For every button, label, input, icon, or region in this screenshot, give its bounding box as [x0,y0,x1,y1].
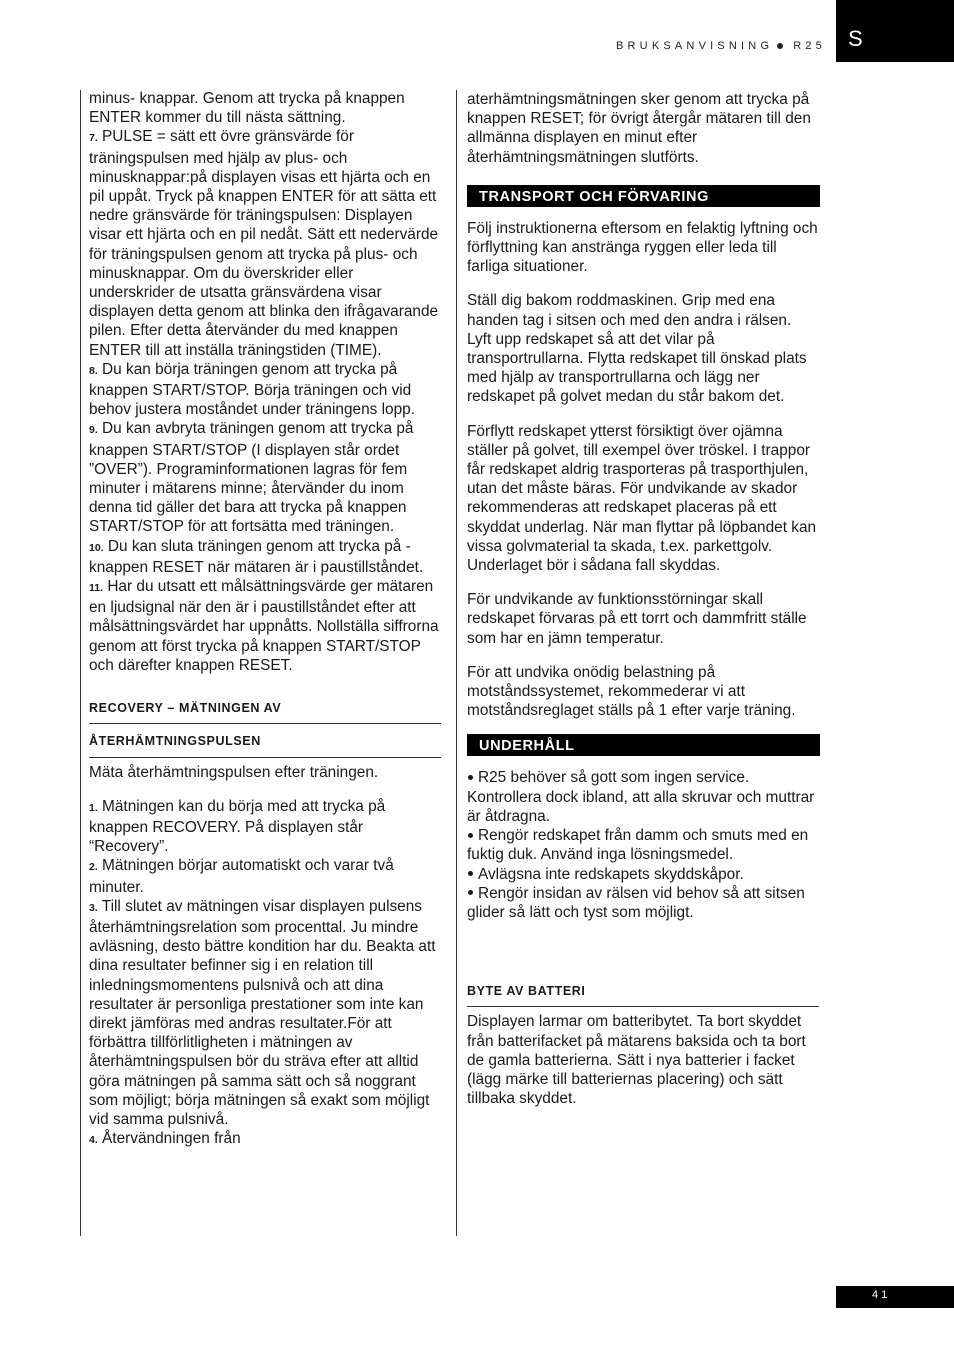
recovery-step-1 [89,797,441,857]
bullet-text: Rengör redskapet från damm och smuts med en fuktig duk. Använd inga lösningsmedel. [467,827,809,864]
paragraph: Följ instruktionerna eftersom en felaktig lyftning och förflyttning kan anstränga ryggen eller leda till farliga situationer. [467,219,818,276]
left-column-rule [80,90,81,1236]
step-number: 8. [89,364,98,377]
bullet-item [467,826,819,864]
paragraph: Ställ dig bakom roddmaskinen. Grip med ena handen tag i sitsen och med den andra i rälsen. Lyft upp redskapet så att det vilar på transportrullarna. Flytta redskapet till önskad plats med hjälp av transportrullarna och lägg ner redskapet på golvet medan du står bakom det. [467,292,807,406]
paragraph: Displayen larmar om batteribytet. Ta bort skyddet från batterifacket på mätarens baksida och ta bort de gamla batterierna. Sätt i nya batterier i facket (lägg märke till batteriernas placering) och sätt tillbaka skyddet. [467,1013,806,1108]
section-heading-battery: BYTE AV BATTERI [467,982,819,1007]
bullet-dot-icon [777,43,783,49]
paragraph: aterhämtningsmätningen sker genom att trycka på knappen RESET; för övrigt återgår mätaren till den allmänna displayen en minut efter återhämtningsmätningen slutförts. [467,91,811,166]
paragraph: För att undvika onödig belastning på motståndssystemet, rekommederar vi att motståndsreglaget ställs på 1 efter varje träning. [467,663,796,720]
model-label: R25 [793,40,826,52]
step-text: Har du utsatt ett målsättningsvärde ger mätaren en ljudsignal när den är i paustillståndet efter att målsättningsvärdet har uppnåtts. Nollställa siffrorna genom att först trycka på knappen START/STOP och därefter knappen RESET. [89,578,439,674]
step-text: Mätningen börjar automatiskt och varar två minuter. [89,857,394,896]
bullet-icon [468,775,473,780]
running-header [616,40,826,52]
paragraph: För undvikande av funktionsstörningar skall redskapet förvaras på ett torrt och dammfritt ställe som har en jämn temperatur. [467,591,807,647]
step-number: 4. [89,1134,98,1147]
paragraph: Mäta återhämtningspulsen efter träningen. [89,763,379,781]
section-heading-recovery-pulse: ÅTERHÄMTNINGSPULSEN [89,732,441,757]
paragraph: Förflytt redskapet ytterst försiktigt över ojämna ställer på golvet, till exempel över tröskel. I trappor får redskapet aldrig trasporteras på trasporthjulen, utan det måste bäras. För undvikande av skador rekommenderas att redskapet placeras på ett skyddat underlag. När man flyttar på löpbandet kan vissa golvmaterial ta skada, t.ex. parkettgolv. Underlaget bör i sådana fall skyddas. [467,422,817,575]
bullet-item [467,884,819,922]
step-number: 2. [89,861,98,874]
bullet-item [467,768,819,826]
paragraph: minus- knappar. Genom att trycka på knappen ENTER kommer du till nästa sättning. [89,90,405,127]
language-code: S [848,26,863,51]
manual-label: BRUKSANVISNING [616,40,774,52]
bullet-icon [468,871,473,876]
left-column [89,89,441,1150]
step-8 [89,360,441,420]
step-9 [89,419,441,536]
middle-column-rule [456,90,457,1236]
step-text: Återvändningen från [102,1130,241,1148]
step-text: PULSE = sätt ett övre gränsvärde för träningspulsen med hjälp av plus- och minusknappar:på displayen visas ett hjärta och en pil uppåt. Tryck på knappen ENTER för att sätta ett nedre gränsvärde för träningspulsen: Displayen visar ett hjärta och en pil nedåt. Sätt ett nedervärde för träningspulsen genom att trycka på plus- och minusknappar. Om du överskrider eller underskrider de utsatta gränsvärdena visar displayen detta genom att blinka den ifrågavarande pilen. Efter detta återvänder du med knappen ENTER till att inställa träningstiden (TIME). [89,128,439,359]
bullet-text: R25 behöver så gott som ingen service. Kontrollera dock ibland, att alla skruvar och muttrar är åtdragna. [467,769,815,825]
right-column [467,90,819,1108]
step-number: 9. [89,424,98,437]
bullet-text: Rengör insidan av rälsen vid behov så att sitsen glider så lätt och tyst som möjligt. [467,884,805,921]
recovery-step-3 [89,897,441,1129]
recovery-step-2 [89,856,441,896]
step-text: Du kan avbryta träningen genom att trycka på knappen START/STOP (I displayen står ordet ”OVER”). Programinformationen lagras för fem minuter i mätarens minne; återvänder du inom denna tid gäller det bara att trycka på knappen START/STOP för att fortsätta med träningen. [89,420,414,536]
step-10 [89,537,441,577]
step-text: Du kan sluta träningen genom att trycka på -knappen RESET när mätaren är i paustillståndet. [89,537,424,576]
step-text: Du kan börja träningen genom att trycka på knappen START/STOP. Börja träningen och vid behov justera moståndet under träningens lopp. [89,360,415,419]
bullet-text: Avlägsna inte redskapets skyddskåpor. [478,865,744,883]
step-number: 3. [89,901,98,914]
bullet-icon [468,890,473,895]
step-number: 1. [89,801,98,814]
step-number: 11. [89,582,104,595]
section-heading-recovery: RECOVERY – MÄTNINGEN AV [89,699,441,724]
language-tab [836,0,954,62]
step-text: Mätningen kan du börja med att trycka på knappen RECOVERY. På displayen står “Recovery”. [89,797,386,856]
section-heading-transport: TRANSPORT OCH FÖRVARING [467,185,820,207]
step-11 [89,577,441,675]
bullet-item [467,865,819,884]
step-number: 10. [89,541,104,554]
step-text: Till slutet av mätningen visar displayen pulsens återhämtningsrelation som procenttal. Ju mindre avläsning, desto bättre kondition har du. Beakta att dina resultater befinner sig i en relation till inledningsmomentens pulsnivå och att dina resultater är personliga prestationer som inte kan direkt jämföras med andras resultater.För att förbättra tillförlitligheten i mätningen av återhämtningspulsen bör du sträva efter att alltid göra mätningen på samma sätt och så noggrant som möjligt; börja mätningen så exakt som möjligt vid samma pulsnivå. [89,897,436,1128]
step-number: 7. [89,132,98,145]
bullet-icon [468,833,473,838]
recovery-step-4 [89,1129,441,1150]
section-heading-maintenance: UNDERHÅLL [467,734,820,756]
page-number: 41 [836,1286,954,1308]
step-7 [89,127,441,359]
